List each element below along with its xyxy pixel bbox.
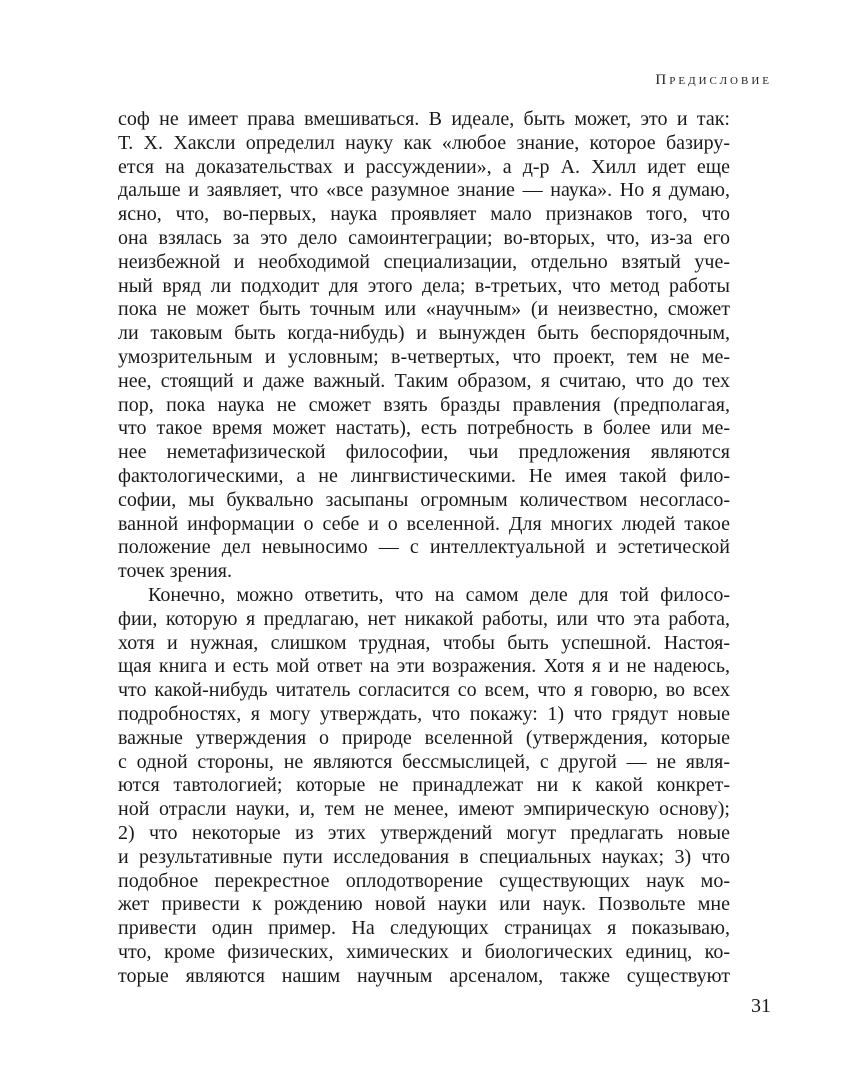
text-line: она взялась за это дело самоинтеграции; во-вторых, что, из-за его [118,226,730,249]
text-line: ванной информации о себе и о вселенной. Для многих людей такое [118,512,730,535]
body-text [118,108,730,988]
text-line: точек зрения. [118,560,232,583]
text-line: хотя и нужная, слишком трудная, чтобы быть успешной. Настоя- [118,631,730,654]
text-line: фии, которую я предлагаю, нет никакой работы, или что эта работа, [118,607,730,630]
text-line: подобное перекрестное оплодотворение существующих наук мо- [118,869,730,892]
text-line: с одной стороны, не являются бессмыслицей, с другой — не явля- [118,750,730,773]
text-line: важные утверждения о природе вселенной (утверждения, которые [118,726,730,749]
text-line: ются тавтологией; которые не принадлежат ни к какой конкрет- [118,774,730,797]
text-line: жет привести к рождению новой науки или наук. Позвольте мне [118,893,730,916]
text-line: неизбежной и необходимой специализации, отдельно взятый уче- [118,250,730,273]
text-line: нее, стоящий и даже важный. Таким образом, я считаю, что до тех [118,369,730,392]
page-number: 31 [751,995,771,1017]
text-line: софии, мы буквально засыпаны огромным количеством несогласо- [118,488,730,511]
text-line: нее неметафизической философии, чьи предложения являются [118,441,730,464]
text-line: привести один пример. На следующих страницах я показываю, [118,917,730,940]
text-line: и результативные пути исследования в специальных науках; 3) что [118,845,730,868]
text-line: дальше и заявляет, что «все разумное знание — наука». Но я думаю, [118,179,730,202]
text-line: ли таковым быть когда-нибудь) и вынужден быть беспорядочным, [118,322,730,345]
text-line: подробностях, я могу утверждать, что покажу: 1) что грядут новые [118,702,730,725]
text-line: соф не имеет права вмешиваться. В идеале, быть может, это и так: [118,108,730,130]
text-line: что, кроме физических, химических и биологических единиц, ко- [118,940,730,963]
text-line: торые являются нашим научным арсеналом, также существуют [118,964,730,987]
text-line: умозрительным и условным; в-четвертых, что проект, тем не ме- [118,345,730,368]
text-line: ной отрасли науки, и, тем не менее, имеют эмпирическую основу); [118,798,730,821]
text-line: Т. Х. Хаксли определил науку как «любое знание, которое базиру- [118,131,730,154]
text-line: 2) что некоторые из этих утверждений могут предлагать новые [118,821,730,844]
text-line: ный вряд ли подходит для этого дела; в-третьих, что метод работы [118,274,730,297]
text-line: щая книга и есть мой ответ на эти возражения. Хотя я и не надеюсь, [118,655,730,678]
text-line: фактологическими, а не лингвистическими. Не имея такой фило- [118,464,730,487]
text-line: что такое время может настать), есть потребность в более или ме- [118,417,730,440]
text-line: пока не может быть точным или «научным» (и неизвестно, сможет [118,298,730,321]
text-line: что какой-нибудь читатель согласится со всем, что я говорю, во всех [118,679,730,702]
running-head: Предисловие [655,72,772,88]
text-line: положение дел невыносимо — с интеллектуальной и эстетической [118,536,730,559]
text-line: ется на доказательствах и рассуждении», а д-р А. Хилл идет еще [118,155,730,178]
text-line: пор, пока наука не сможет взять бразды правления (предполагая, [118,393,730,416]
text-line: Конечно, можно ответить, что на самом деле для той филосо- [148,583,730,606]
text-line: ясно, что, во-первых, наука проявляет мало признаков того, что [118,203,730,226]
